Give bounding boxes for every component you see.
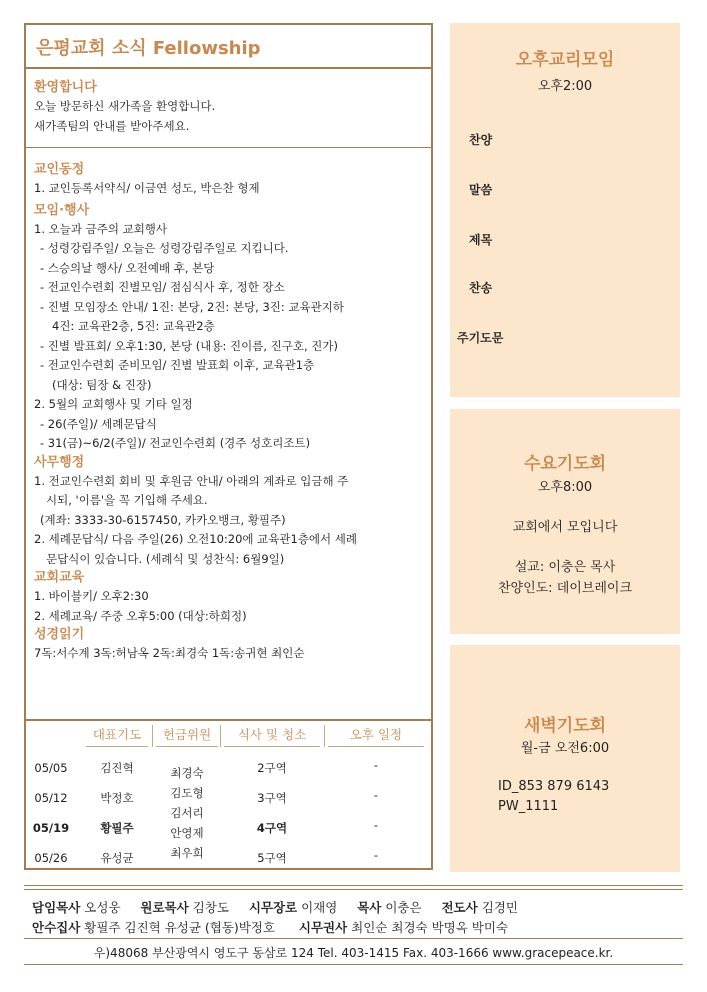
reading-heading: 성경읽기 bbox=[34, 627, 85, 642]
roster-date: 05/12 bbox=[34, 791, 68, 805]
roster-meal: 4구역 bbox=[256, 821, 288, 835]
roster-prayer: 박정호 bbox=[100, 791, 134, 805]
event-line: - 31(금)~6/2(주일)/ 전교인수련회 (경주 성호리조트) bbox=[40, 436, 311, 450]
staff-role: 시무장로 bbox=[248, 900, 298, 915]
dawn-prayer-panel bbox=[450, 645, 680, 872]
event-line: - 진별 발표회/ 오후1:30, 본당 (내용: 진이름, 진구호, 진가) bbox=[40, 338, 338, 353]
staff-role: 원로목사 bbox=[140, 900, 189, 915]
staff-role: 전도사 bbox=[441, 900, 478, 915]
staff-name: 최인순 최경숙 박명옥 박미숙 bbox=[351, 920, 508, 935]
roster-offering: 최경숙 bbox=[170, 766, 204, 780]
education-line: 1. 바이블키/ 오후2:30 bbox=[34, 589, 149, 603]
order-item: 찬송 bbox=[469, 281, 493, 295]
event-line: - 진별 모임장소 안내/ 1진: 본당, 2진: 본당, 3진: 교육관지하 bbox=[40, 299, 344, 314]
admin-line: 2. 세례문답식/ 다음 주일(26) 오전10:20에 교육관1층에서 세례 bbox=[34, 532, 358, 546]
staff-name: 이충은 bbox=[385, 900, 422, 915]
events-heading: 모임·행사 bbox=[34, 202, 90, 218]
admin-line: 1. 전교인수련회 회비 및 후원금 안내/ 아래의 계좌로 입금해 주 bbox=[34, 473, 349, 488]
roster-date: 05/19 bbox=[32, 821, 70, 835]
admin-heading: 사무행정 bbox=[34, 454, 85, 470]
roster-afternoon: - bbox=[373, 788, 379, 802]
event-line: (대상: 팀장 & 진장) bbox=[52, 377, 152, 392]
roster-prayer: 김진혁 bbox=[100, 761, 134, 775]
event-line: - 26(주일)/ 세례문답식 bbox=[40, 416, 157, 431]
roster-afternoon: - bbox=[373, 818, 379, 832]
staff-name: 이재영 bbox=[301, 900, 338, 915]
roster-header: 헌금위원 bbox=[156, 725, 218, 747]
admin-line: 문답식이 있습니다. (세례식 및 성찬식: 6월9일) bbox=[46, 551, 285, 566]
staff-role: 시무권사 bbox=[298, 920, 348, 935]
afternoon-study-panel bbox=[450, 23, 680, 397]
footer-rule bbox=[24, 885, 683, 886]
staff-name: 김창도 bbox=[192, 900, 229, 915]
staff-name: 오성웅 bbox=[84, 900, 121, 915]
order-item: 주기도문 bbox=[457, 331, 504, 345]
staff-row bbox=[32, 918, 508, 936]
admin-line: 시되, '이름'을 꼭 기입해 주세요. bbox=[46, 493, 208, 507]
roster-meal: 5구역 bbox=[257, 851, 287, 865]
roster-offering: 최우희 bbox=[170, 846, 204, 860]
roster-prayer: 유성균 bbox=[100, 851, 134, 865]
event-line: 2. 5월의 교회행사 및 기타 일정 bbox=[34, 397, 193, 411]
event-line: - 스승의날 행사/ 오전예배 후, 본당 bbox=[40, 260, 215, 275]
roster-date: 05/05 bbox=[34, 761, 68, 775]
dawn-prayer-title: 새벽기도회 bbox=[523, 716, 607, 736]
roster-offering: 김서리 bbox=[170, 806, 204, 820]
roster-divider bbox=[324, 725, 325, 747]
wednesday-prayer-preacher: 설교: 이충은 목사 bbox=[514, 560, 616, 575]
members-line: 1. 교인등록서약식/ 이금연 성도, 박은찬 형제 bbox=[34, 181, 260, 195]
roster-prayer: 황필주 bbox=[100, 821, 134, 835]
zoom-password: PW_1111 bbox=[498, 799, 559, 814]
staff-row bbox=[32, 898, 518, 916]
wednesday-prayer-time: 오후8:00 bbox=[537, 480, 593, 495]
order-item: 찬양 bbox=[469, 133, 493, 147]
staff-role: 목사 bbox=[357, 900, 382, 915]
bulletin-title: 은평교회 소식 Fellowship bbox=[26, 25, 431, 69]
section-divider bbox=[26, 147, 431, 148]
order-item: 말씀 bbox=[469, 183, 493, 197]
footer-rule bbox=[24, 964, 683, 965]
roster-meal: 2구역 bbox=[257, 761, 287, 775]
roster-header: 대표기도 bbox=[86, 725, 148, 747]
roster-offering: 김도형 bbox=[170, 786, 204, 800]
dawn-prayer-time: 월-금 오전6:00 bbox=[520, 741, 610, 756]
members-heading: 교인동정 bbox=[34, 162, 85, 177]
staff-name: 김경민 bbox=[481, 900, 518, 915]
welcome-line: 새가족팀의 안내를 받아주세요. bbox=[34, 118, 190, 133]
wednesday-prayer-place: 교회에서 모입니다 bbox=[512, 520, 618, 535]
zoom-id: ID_853 879 6143 bbox=[498, 779, 610, 794]
service-roster-table bbox=[26, 719, 431, 868]
wednesday-prayer-worship: 찬양인도: 데이브레이크 bbox=[497, 581, 633, 596]
afternoon-study-title: 오후교리모임 bbox=[515, 50, 615, 70]
roster-offering: 안영제 bbox=[170, 826, 204, 840]
roster-header: 오후 일정 bbox=[328, 725, 424, 747]
roster-divider bbox=[220, 725, 221, 747]
roster-divider bbox=[152, 725, 153, 747]
education-heading: 교회교육 bbox=[34, 570, 85, 585]
reading-line: 7독:서수계 3독:허남옥 2독:최경숙 1독:송귀현 최인순 bbox=[34, 646, 305, 660]
welcome-heading: 환영합니다 bbox=[34, 80, 97, 95]
staff-role: 안수집사 bbox=[32, 920, 81, 935]
event-line: - 전교인수련회 준비모임/ 진별 발표회 이후, 교육관1층 bbox=[40, 358, 315, 372]
footer-rule bbox=[24, 889, 683, 890]
afternoon-study-time: 오후2:00 bbox=[537, 79, 593, 94]
roster-afternoon: - bbox=[373, 758, 379, 772]
church-address: 우)48068 부산광역시 영도구 동삼로 124 Tel. 403-1415 Fax. 403-1666 www.gracepeace.kr. bbox=[93, 946, 614, 960]
staff-name: 황필주 김진혁 유성균 (협동)박정호 bbox=[84, 920, 276, 935]
roster-meal: 3구역 bbox=[257, 791, 287, 805]
bulletin-box bbox=[24, 23, 433, 870]
footer-rule bbox=[24, 938, 683, 939]
event-line: 4진: 교육관2층, 5진: 교육관2층 bbox=[52, 319, 215, 333]
wednesday-prayer-title: 수요기도회 bbox=[523, 454, 607, 474]
wednesday-prayer-panel bbox=[450, 409, 680, 634]
roster-date: 05/26 bbox=[34, 851, 68, 865]
staff-role: 담임목사 bbox=[32, 900, 81, 915]
event-line: - 성령강림주일/ 오늘은 성령강림주일로 지킵니다. bbox=[40, 241, 289, 255]
roster-afternoon: - bbox=[373, 848, 379, 862]
admin-line: (계좌: 3333-30-6157450, 카카오뱅크, 황필주) bbox=[40, 512, 286, 527]
education-line: 2. 세례교육/ 주중 오후5:00 (대상:하희정) bbox=[34, 608, 247, 623]
welcome-line: 오늘 방문하신 새가족을 환영합니다. bbox=[34, 99, 216, 113]
event-line: - 전교인수련회 진별모임/ 점심식사 후, 정한 장소 bbox=[40, 280, 285, 294]
event-line: 1. 오늘과 금주의 교회행사 bbox=[34, 221, 168, 236]
roster-header: 식사 및 청소 bbox=[224, 725, 320, 747]
bulletin-content bbox=[34, 79, 423, 664]
order-item: 제목 bbox=[469, 233, 493, 247]
